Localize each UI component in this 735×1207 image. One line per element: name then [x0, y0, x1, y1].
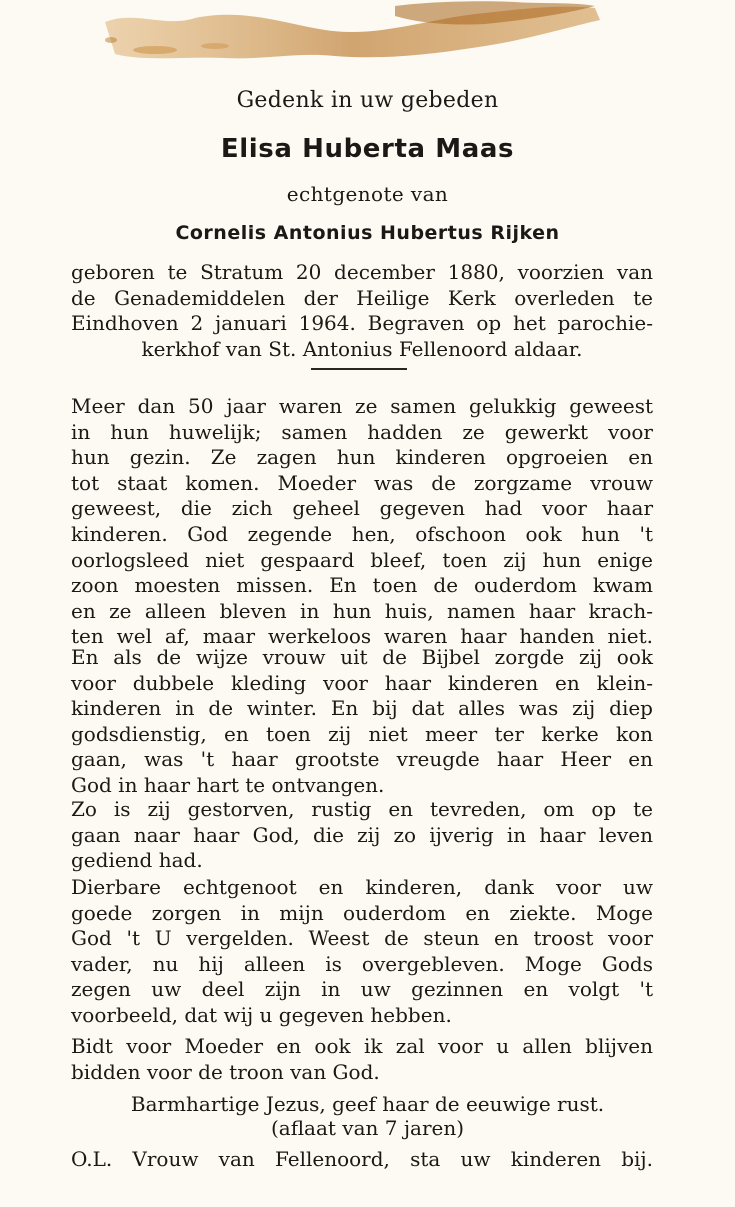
text-line: in hun huwelijk; samen hadden ze gewerkt voor: [71, 419, 653, 444]
text-line: zoon moesten missen. En toen de ouderdom kwam: [71, 573, 653, 598]
paragraph-farewell: [71, 875, 653, 1029]
text-line: vader, nu hij alleen is overgebleven. Moge Gods: [71, 951, 653, 976]
text-line: geboren te Stratum 20 december 1880, voorzien van: [71, 260, 653, 284]
text-line: goede zorgen in mijn ouderdom en ziekte. Moge: [71, 900, 653, 925]
spouse-label: echtgenote van: [286, 182, 449, 206]
closing-invocation: [71, 1147, 653, 1173]
text-line: hun gezin. Ze zagen hun kinderen opgroeien en: [71, 445, 653, 470]
text-line: oorlogsleed niet gespaard bleef, toen zij hun enige: [71, 547, 653, 572]
text-line: gaan, was 't haar grootste vreugde haar Heer en: [71, 747, 653, 772]
text-line: Meer dan 50 jaar waren ze samen gelukkig geweest: [71, 394, 653, 418]
text-line: kerkhof van St. Antonius Fellenoord aldaar.: [141, 336, 583, 361]
age-stain: [95, 0, 615, 72]
text-line: God in haar hart te ontvangen.: [71, 772, 385, 797]
text-line: Bidt voor Moeder en ook ik zal voor u allen blijven: [71, 1034, 653, 1058]
text-line: Dierbare echtgenoot en kinderen, dank voor uw: [71, 875, 653, 899]
text-line: godsdienstig, en toen zij niet meer ter kerke kon: [71, 721, 653, 746]
paragraph-devotion: [71, 645, 653, 799]
text-line: gediend had.: [71, 848, 203, 873]
closing-prayer: Barmhartige Jezus, geef haar de eeuwige rust.: [130, 1092, 605, 1116]
text-line: de Genademiddelen der Heilige Kerk overleden te: [71, 285, 653, 310]
text-line: kinderen in de winter. En bij dat alles was zij diep: [71, 696, 653, 721]
text-line: voorbeeld, dat wij u gegeven hebben.: [71, 1002, 452, 1027]
text-line: ten wel af, maar werkeloos waren haar handen niet.: [71, 624, 653, 649]
text-line: gaan naar haar God, die zij zo ijverig in haar leven: [71, 822, 653, 847]
text-line: God 't U vergelden. Weest de steun en troost voor: [71, 926, 653, 951]
paragraph-marriage: [71, 394, 653, 650]
paragraph-death: [71, 797, 653, 874]
text-line: tot staat komen. Moeder was de zorgzame vrouw: [71, 470, 653, 495]
text-line: Zo is zij gestorven, rustig en tevreden, om op te: [71, 797, 653, 821]
text-line: bidden voor de troon van God.: [71, 1059, 380, 1084]
text-line: voor dubbele kleding voor haar kinderen en klein-: [71, 670, 653, 695]
text-line: O.L. Vrouw van Fellenoord, sta uw kinderen bij.: [71, 1147, 653, 1171]
text-line: zegen uw deel zijn in uw gezinnen en volgt 't: [71, 977, 653, 1002]
indulgence-note: (aflaat van 7 jaren): [270, 1116, 465, 1140]
text-line: en ze alleen bleven in hun huis, namen haar krach-: [71, 598, 653, 623]
biography: [71, 260, 653, 362]
intro-text: Gedenk in uw gebeden: [236, 88, 499, 113]
spouse-name: Cornelis Antonius Hubertus Rijken: [175, 222, 560, 244]
divider-rule: [311, 368, 407, 370]
text-line: kinderen. God zegende hen, ofschoon ook hun 't: [71, 521, 653, 546]
text-line: En als de wijze vrouw uit de Bijbel zorgde zij ook: [71, 645, 653, 669]
text-line: geweest, die zich geheel gegeven had voor haar: [71, 496, 653, 521]
paragraph-prayer-request: [71, 1034, 653, 1085]
deceased-name: Elisa Huberta Maas: [220, 134, 515, 164]
text-line: Eindhoven 2 januari 1964. Begraven op het parochie-: [71, 311, 653, 336]
